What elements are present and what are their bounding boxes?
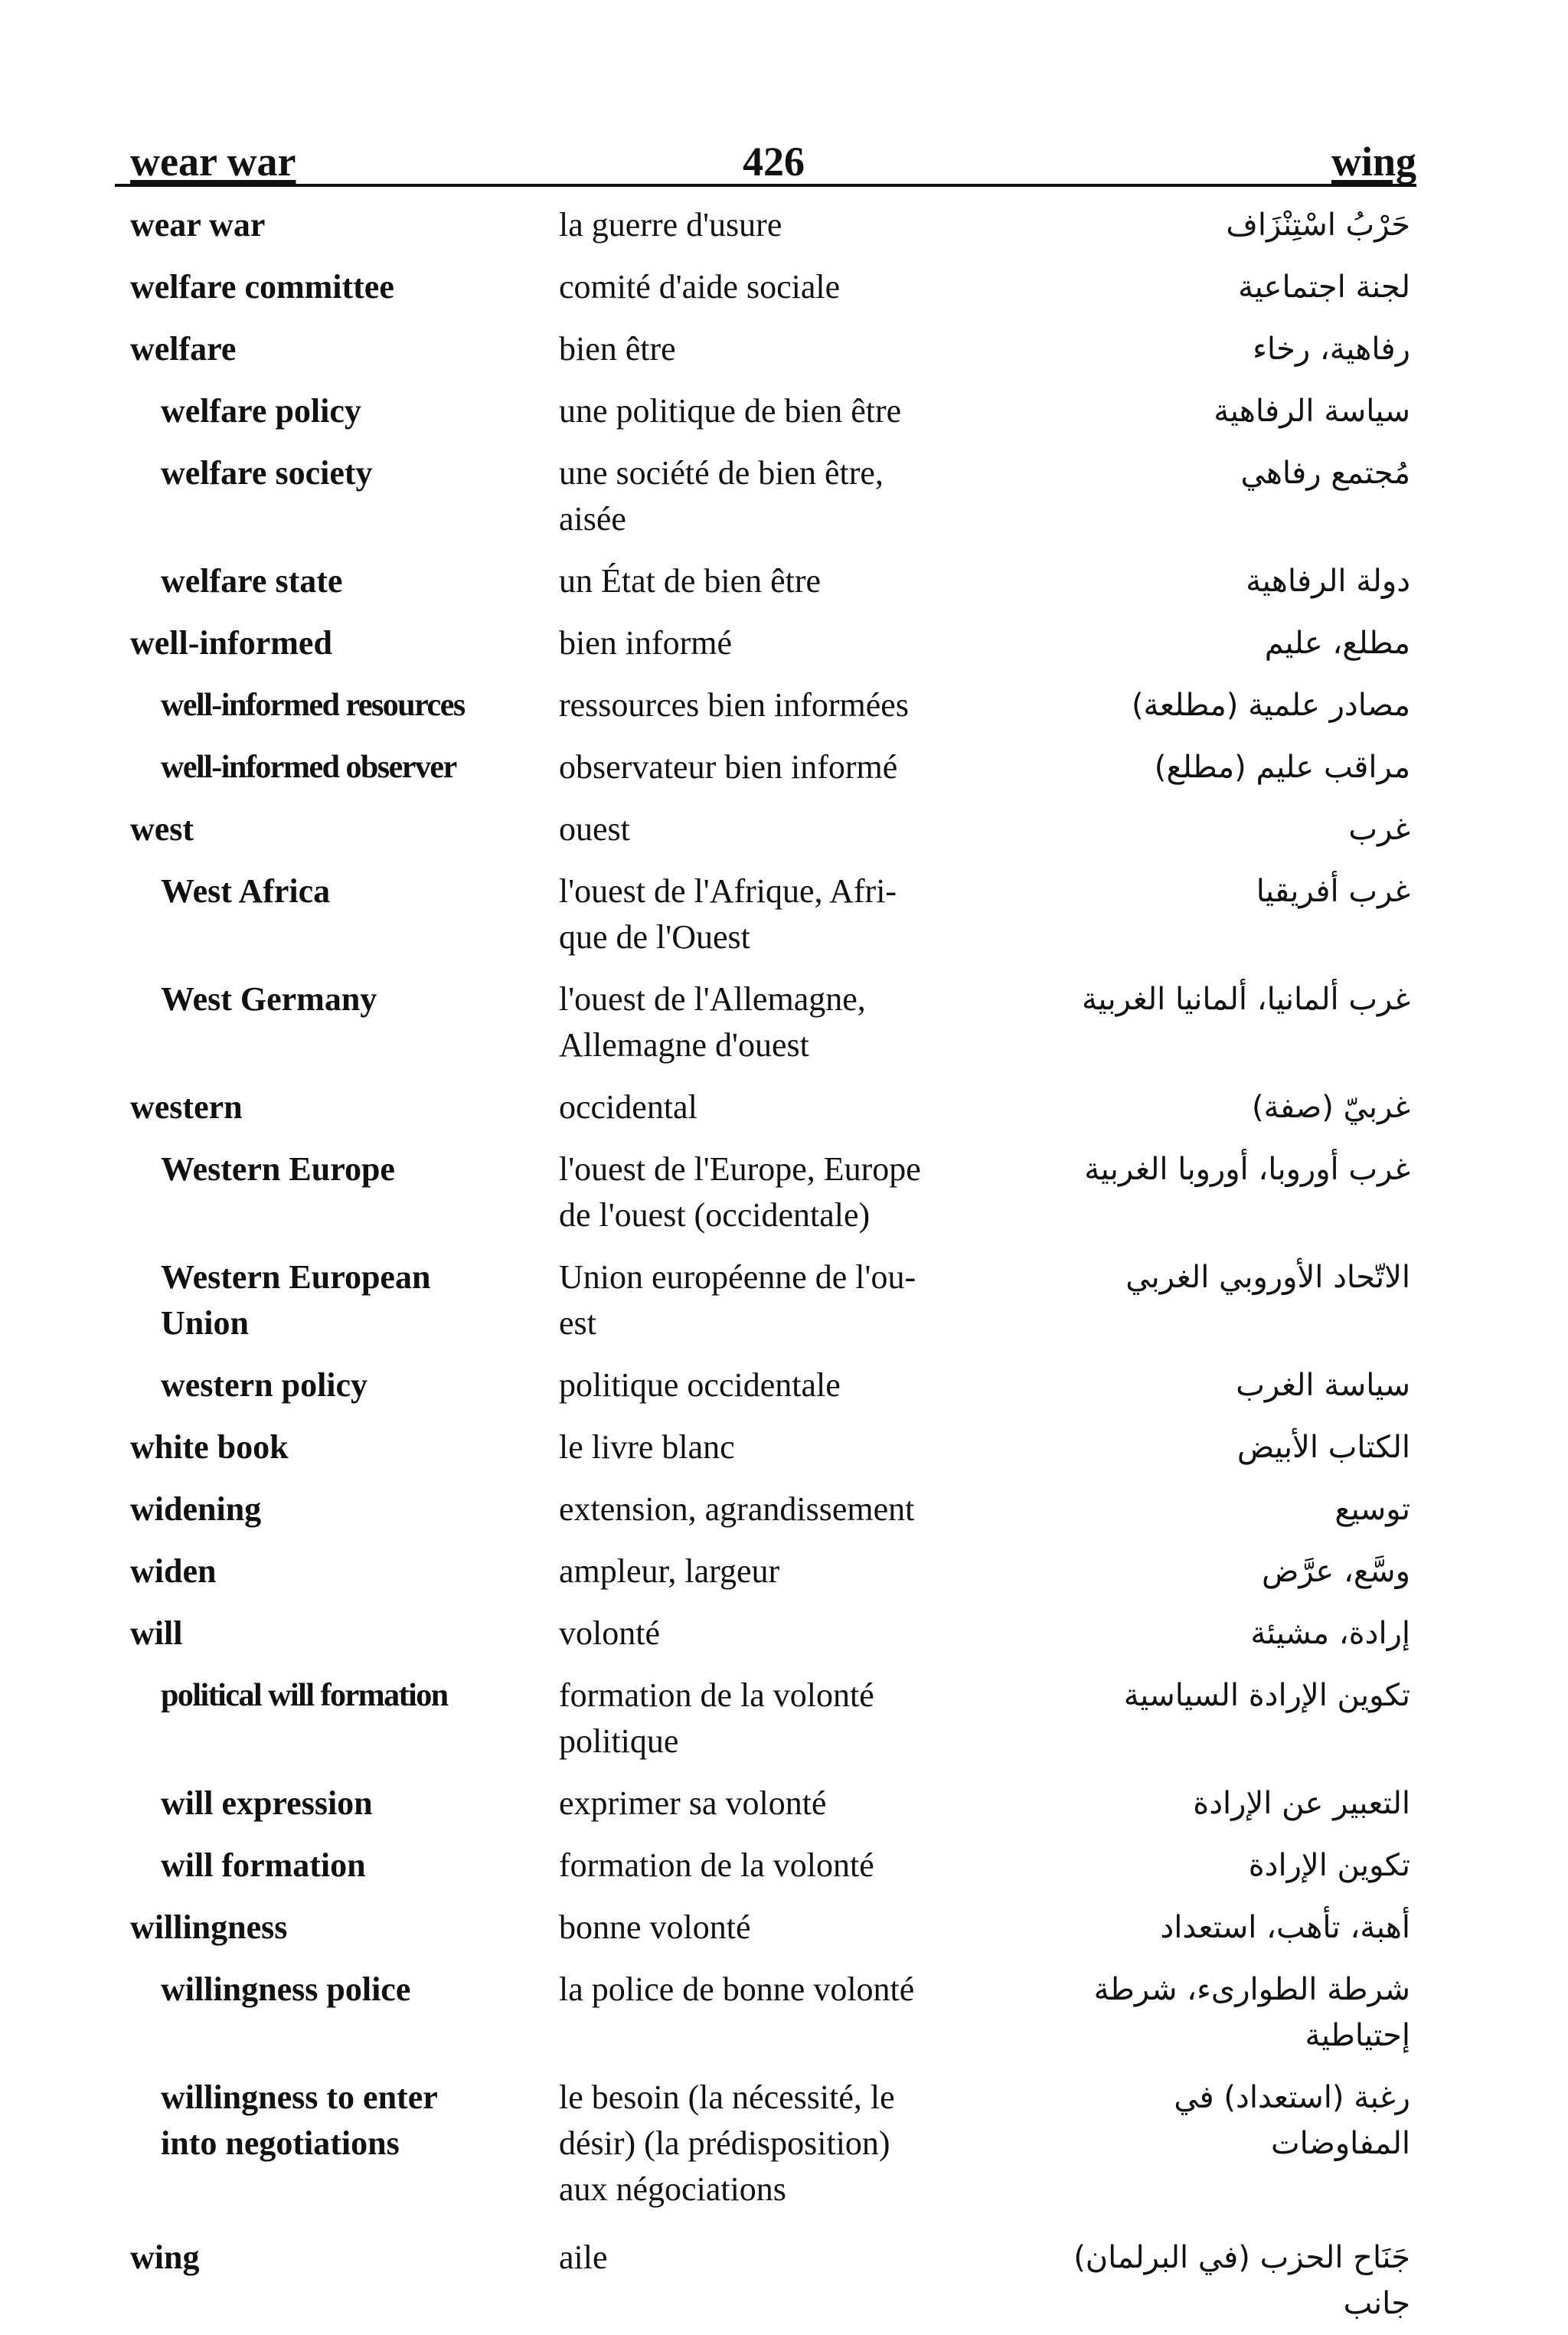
entry-term: willingness to enter into negotiations: [161, 2078, 438, 2162]
entry-row: [115, 1247, 1416, 1355]
entry-french: le livre blanc: [559, 1428, 735, 1466]
entry-term: wear war: [130, 206, 266, 244]
entry-arabic: إرادة، مشيئة: [1250, 1616, 1410, 1651]
entry-row: [115, 2221, 1416, 2335]
entry-row: [115, 1835, 1416, 1897]
entry-french: observateur bien informé: [559, 748, 898, 786]
entry-french: l'ouest de l'Afrique, Afri- que de l'Ouest: [559, 872, 897, 956]
entry-arabic: وسَّع، عرَّض: [1261, 1554, 1410, 1589]
entry-french: ampleur, largeur: [559, 1552, 780, 1590]
entry-term: political will formation: [161, 1678, 448, 1713]
entry-arabic: لجنة اجتماعية: [1238, 270, 1410, 305]
entry-row: [115, 257, 1416, 319]
entry-row: [115, 551, 1416, 613]
entry-row: [115, 1139, 1416, 1247]
entry-arabic: تكوين الإرادة: [1248, 1848, 1410, 1883]
entry-term: will expression: [161, 1784, 373, 1822]
entry-french: la police de bonne volonté: [559, 1970, 915, 2008]
entry-french: une politique de bien être: [559, 392, 902, 430]
entry-term: West Africa: [161, 872, 331, 910]
entry-arabic: غرب أفريقيا: [1256, 874, 1410, 909]
entry-row: [115, 799, 1416, 861]
entry-french: l'ouest de l'Allemagne, Allemagne d'ouest: [559, 980, 866, 1064]
entry-arabic: مراقب عليم (مطلع): [1154, 750, 1410, 785]
entry-french: politique occidentale: [559, 1366, 841, 1404]
entry-term: widening: [130, 1490, 262, 1528]
entry-row: [115, 1355, 1416, 1417]
entry-arabic: غرب: [1348, 812, 1410, 847]
entry-list: [115, 195, 1416, 2335]
entry-row: [115, 1897, 1416, 1959]
header-first-entry: wear war: [130, 139, 296, 185]
entry-term: west: [130, 810, 194, 848]
entry-french: formation de la volonté politique: [559, 1676, 874, 1760]
entry-term: will formation: [161, 1846, 366, 1884]
page-header: [115, 123, 1416, 187]
entry-term: welfare policy: [161, 392, 361, 430]
entry-row: [115, 1773, 1416, 1835]
entry-arabic: غربيّ (صفة): [1251, 1090, 1410, 1125]
entry-term: well-informed observer: [161, 750, 456, 785]
entry-french: comité d'aide sociale: [559, 268, 841, 306]
entry-french: Union européenne de l'ou- est: [559, 1258, 916, 1342]
entry-french: formation de la volonté: [559, 1846, 874, 1884]
entry-row: [115, 1959, 1416, 2067]
entry-term: Western European Union: [161, 1258, 431, 1342]
entry-term: well-informed resources: [161, 688, 465, 723]
entry-french: une société de bien être, aisée: [559, 454, 884, 538]
entry-french: le besoin (la nécessité, le désir) (la prédisposition) aux négociations: [559, 2078, 895, 2208]
entry-french: un État de bien être: [559, 562, 822, 600]
entry-french: ressources bien informées: [559, 686, 909, 724]
entry-french: aile: [559, 2239, 608, 2276]
entry-arabic: سياسة الرفاهية: [1214, 394, 1410, 429]
entry-french: l'ouest de l'Europe, Europe de l'ouest (occidentale): [559, 1150, 921, 1234]
entry-arabic: التعبير عن الإرادة: [1193, 1786, 1410, 1821]
entry-arabic: الاتّحاد الأوروبي الغربي: [1125, 1260, 1410, 1295]
entry-french: bien être: [559, 330, 676, 368]
entry-row: [115, 195, 1416, 257]
entry-arabic: أهبة، تأهب، استعداد: [1160, 1910, 1410, 1945]
entry-row: [115, 1077, 1416, 1139]
entry-row: [115, 1479, 1416, 1541]
dictionary-page: [115, 123, 1416, 2335]
entry-row: [115, 1603, 1416, 1665]
entry-row: [115, 675, 1416, 737]
entry-term: willingness police: [161, 1970, 411, 2008]
entry-arabic: مُجتمع رفاهي: [1240, 456, 1410, 491]
entry-arabic: رفاهية، رخاء: [1253, 332, 1410, 367]
entry-row: [115, 737, 1416, 799]
entry-term: will: [130, 1614, 183, 1652]
entry-row: [115, 969, 1416, 1077]
entry-french: volonté: [559, 1614, 660, 1652]
entry-row: [115, 319, 1416, 381]
entry-term: willingness: [130, 1908, 288, 1946]
entry-term: white book: [130, 1428, 289, 1466]
entry-arabic: سياسة الغرب: [1236, 1368, 1410, 1403]
entry-arabic: مصادر علمية (مطلعة): [1131, 688, 1410, 723]
entry-french: exprimer sa volonté: [559, 1784, 827, 1822]
entry-arabic: دولة الرفاهية: [1246, 564, 1410, 599]
entry-arabic: توسيع: [1334, 1492, 1410, 1527]
entry-row: [115, 1665, 1416, 1773]
entry-term: Western Europe: [161, 1150, 395, 1188]
entry-row: [115, 613, 1416, 675]
entry-arabic: الكتاب الأبيض: [1236, 1430, 1410, 1465]
entry-term: welfare state: [161, 562, 343, 600]
entry-row: [115, 1541, 1416, 1603]
entry-term: western policy: [161, 1366, 368, 1404]
entry-arabic: مطلع، عليم: [1264, 626, 1410, 661]
entry-arabic: رغبة (استعداد) في المفاوضات: [1174, 2080, 1410, 2161]
header-last-entry: wing: [1331, 139, 1416, 185]
entry-term: welfare committee: [130, 268, 394, 306]
entry-term: well-informed: [130, 624, 332, 662]
entry-row: [115, 1417, 1416, 1479]
entry-row: [115, 2067, 1416, 2221]
entry-term: wing: [130, 2239, 200, 2276]
entry-arabic: شرطة الطوارىء، شرطة إحتياطية: [1093, 1972, 1410, 2053]
entry-term: widen: [130, 1552, 217, 1590]
entry-arabic: تكوين الإرادة السياسية: [1123, 1678, 1410, 1713]
entry-row: [115, 381, 1416, 443]
entry-french: ouest: [559, 810, 630, 848]
entry-french: la guerre d'usure: [559, 206, 782, 244]
entry-french: bonne volonté: [559, 1908, 751, 1946]
entry-arabic: غرب ألمانيا، ألمانيا الغربية: [1081, 982, 1410, 1017]
entry-row: [115, 443, 1416, 551]
entry-french: bien informé: [559, 624, 733, 662]
entry-row: [115, 861, 1416, 969]
entry-arabic: جَنَاح الحزب (في البرلمان) جانب: [1073, 2240, 1410, 2321]
page-number: 426: [743, 139, 805, 185]
entry-term: western: [130, 1088, 243, 1126]
entry-french: occidental: [559, 1088, 697, 1126]
entry-arabic: غرب أوروبا، أوروبا الغربية: [1084, 1152, 1410, 1187]
entry-term: welfare: [130, 330, 237, 368]
entry-term: West Germany: [161, 980, 377, 1018]
entry-arabic: حَرْبُ اسْتِنْزَاف: [1226, 208, 1410, 243]
entry-term: welfare society: [161, 454, 373, 492]
entry-french: extension, agrandissement: [559, 1490, 915, 1528]
